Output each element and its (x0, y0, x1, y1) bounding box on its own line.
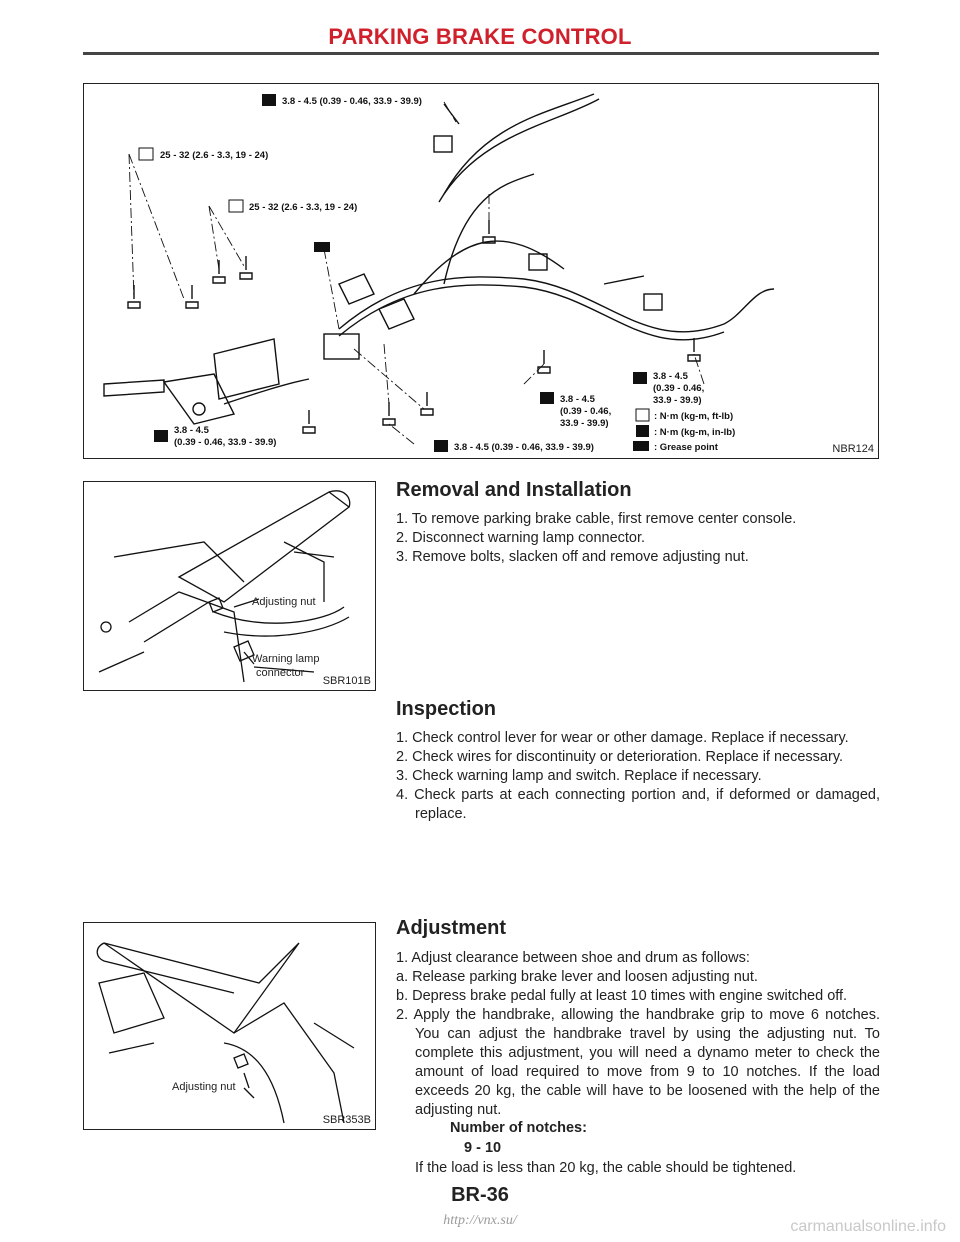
warning-lamp-connector-shape (234, 641, 254, 661)
torque-label-mid-right-2: (0.39 - 0.46, (560, 406, 612, 417)
adjustment-diagram (84, 923, 374, 1128)
inspection-steps (396, 729, 880, 824)
torque-label-right-2: (0.39 - 0.46, (653, 383, 705, 394)
adjusting-nut-shape (234, 1054, 248, 1068)
adjustment-step: a. Release parking brake lever and loosen adjusting nut. (396, 969, 758, 985)
adjustment-heading: Adjustment (396, 917, 506, 939)
figure-code-removal: SBR101B (322, 675, 371, 687)
adjustment-figure (83, 922, 376, 1130)
notches-label: Number of notches: (450, 1120, 587, 1136)
adjustment-final-note-wrap (396, 1159, 880, 1178)
removal-step: 1. To remove parking brake cable, first remove center console. (396, 511, 797, 527)
removal-step: 3. Remove bolts, slacken off and remove adjusting nut. (396, 549, 749, 565)
page-header-title: PARKING BRAKE CONTROL (328, 24, 632, 49)
adjustment-step: 2. Apply the handbrake, allowing the handbrake grip to move 6 notches. You can adjust the handbrake travel by using the adjusting nut. To complete this adjustment, you will need a dynamo meter to check the amount of load required to move from 9 to 10 notches. If the load exceeds 20 kg, the cable will have to be loosened with the help of the adjusting nut. (396, 1007, 880, 1118)
torque-label-upper-left-1: 25 - 32 (2.6 - 3.3, 19 - 24) (160, 150, 269, 161)
inspection-step: 2. Check wires for discontinuity or deterioration. Replace if necessary. (396, 749, 844, 765)
parking-brake-exploded-figure (83, 83, 879, 459)
torque-label-bottom-center: 3.8 - 4.5 (0.39 - 0.46, 33.9 - 39.9) (454, 442, 594, 453)
removal-step: 2. Disconnect warning lamp connector. (396, 530, 646, 546)
inspection-step: 4. Check parts at each connecting portion and, if deformed or damaged, replace. (396, 787, 880, 822)
adjustment-step: b. Depress brake pedal fully at least 10 times with engine switched off. (396, 988, 848, 1004)
inspection-step: 1. Check control lever for wear or other damage. Replace if necessary. (396, 730, 849, 746)
torque-label-upper-left-2: 25 - 32 (2.6 - 3.3, 19 - 24) (249, 202, 358, 213)
page-number: BR-36 (451, 1184, 509, 1206)
inspection-heading: Inspection (396, 698, 497, 720)
footer-link[interactable]: http://vnx.su/ (443, 1213, 517, 1228)
figure-code-adjustment: SBR353B (322, 1114, 371, 1126)
torque-legend (633, 409, 735, 453)
removal-heading: Removal and Installation (396, 479, 632, 501)
exploded-diagram (84, 84, 877, 457)
removal-diagram (84, 482, 374, 689)
header-divider (83, 52, 879, 55)
legend-nm-ftlb: : N·m (kg-m, ft-lb) (654, 411, 734, 422)
adjustment-step: 1. Adjust clearance between shoe and drum as follows: (396, 950, 750, 966)
label-adjusting-nut: Adjusting nut (252, 596, 316, 608)
label-warning-lamp-line1: Warning lamp (252, 653, 320, 665)
figure-code-main: NBR124 (832, 443, 874, 455)
legend-nm-inlb: : N·m (kg-m, in-lb) (654, 427, 736, 438)
removal-steps (396, 510, 880, 567)
lever-grip (104, 380, 164, 396)
inspection-step: 3. Check warning lamp and switch. Replace if necessary. (396, 768, 762, 784)
torque-label-right-3: 33.9 - 39.9) (653, 395, 702, 406)
legend-grease: : Grease point (654, 442, 718, 453)
torque-label-top-center: 3.8 - 4.5 (0.39 - 0.46, 33.9 - 39.9) (282, 96, 422, 107)
torque-label-mid-right-3: 33.9 - 39.9) (560, 418, 609, 429)
adjustment-steps (396, 949, 880, 1120)
label-warning-lamp-line2: connector (256, 667, 305, 679)
notches-value: 9 - 10 (464, 1140, 502, 1156)
torque-label-mid-right-1: 3.8 - 4.5 (560, 394, 595, 405)
torque-label-bottom-left-1: 3.8 - 4.5 (174, 425, 209, 436)
torque-label-bottom-left-2: (0.39 - 0.46, 33.9 - 39.9) (174, 437, 277, 448)
removal-figure (83, 481, 376, 691)
adjustment-final-note: If the load is less than 20 kg, the cable should be tightened. (415, 1160, 797, 1176)
torque-label-right-1: 3.8 - 4.5 (653, 371, 688, 382)
watermark: carmanualsonline.info (790, 1218, 946, 1235)
label-adjusting-nut-adjustment: Adjusting nut (172, 1081, 236, 1093)
